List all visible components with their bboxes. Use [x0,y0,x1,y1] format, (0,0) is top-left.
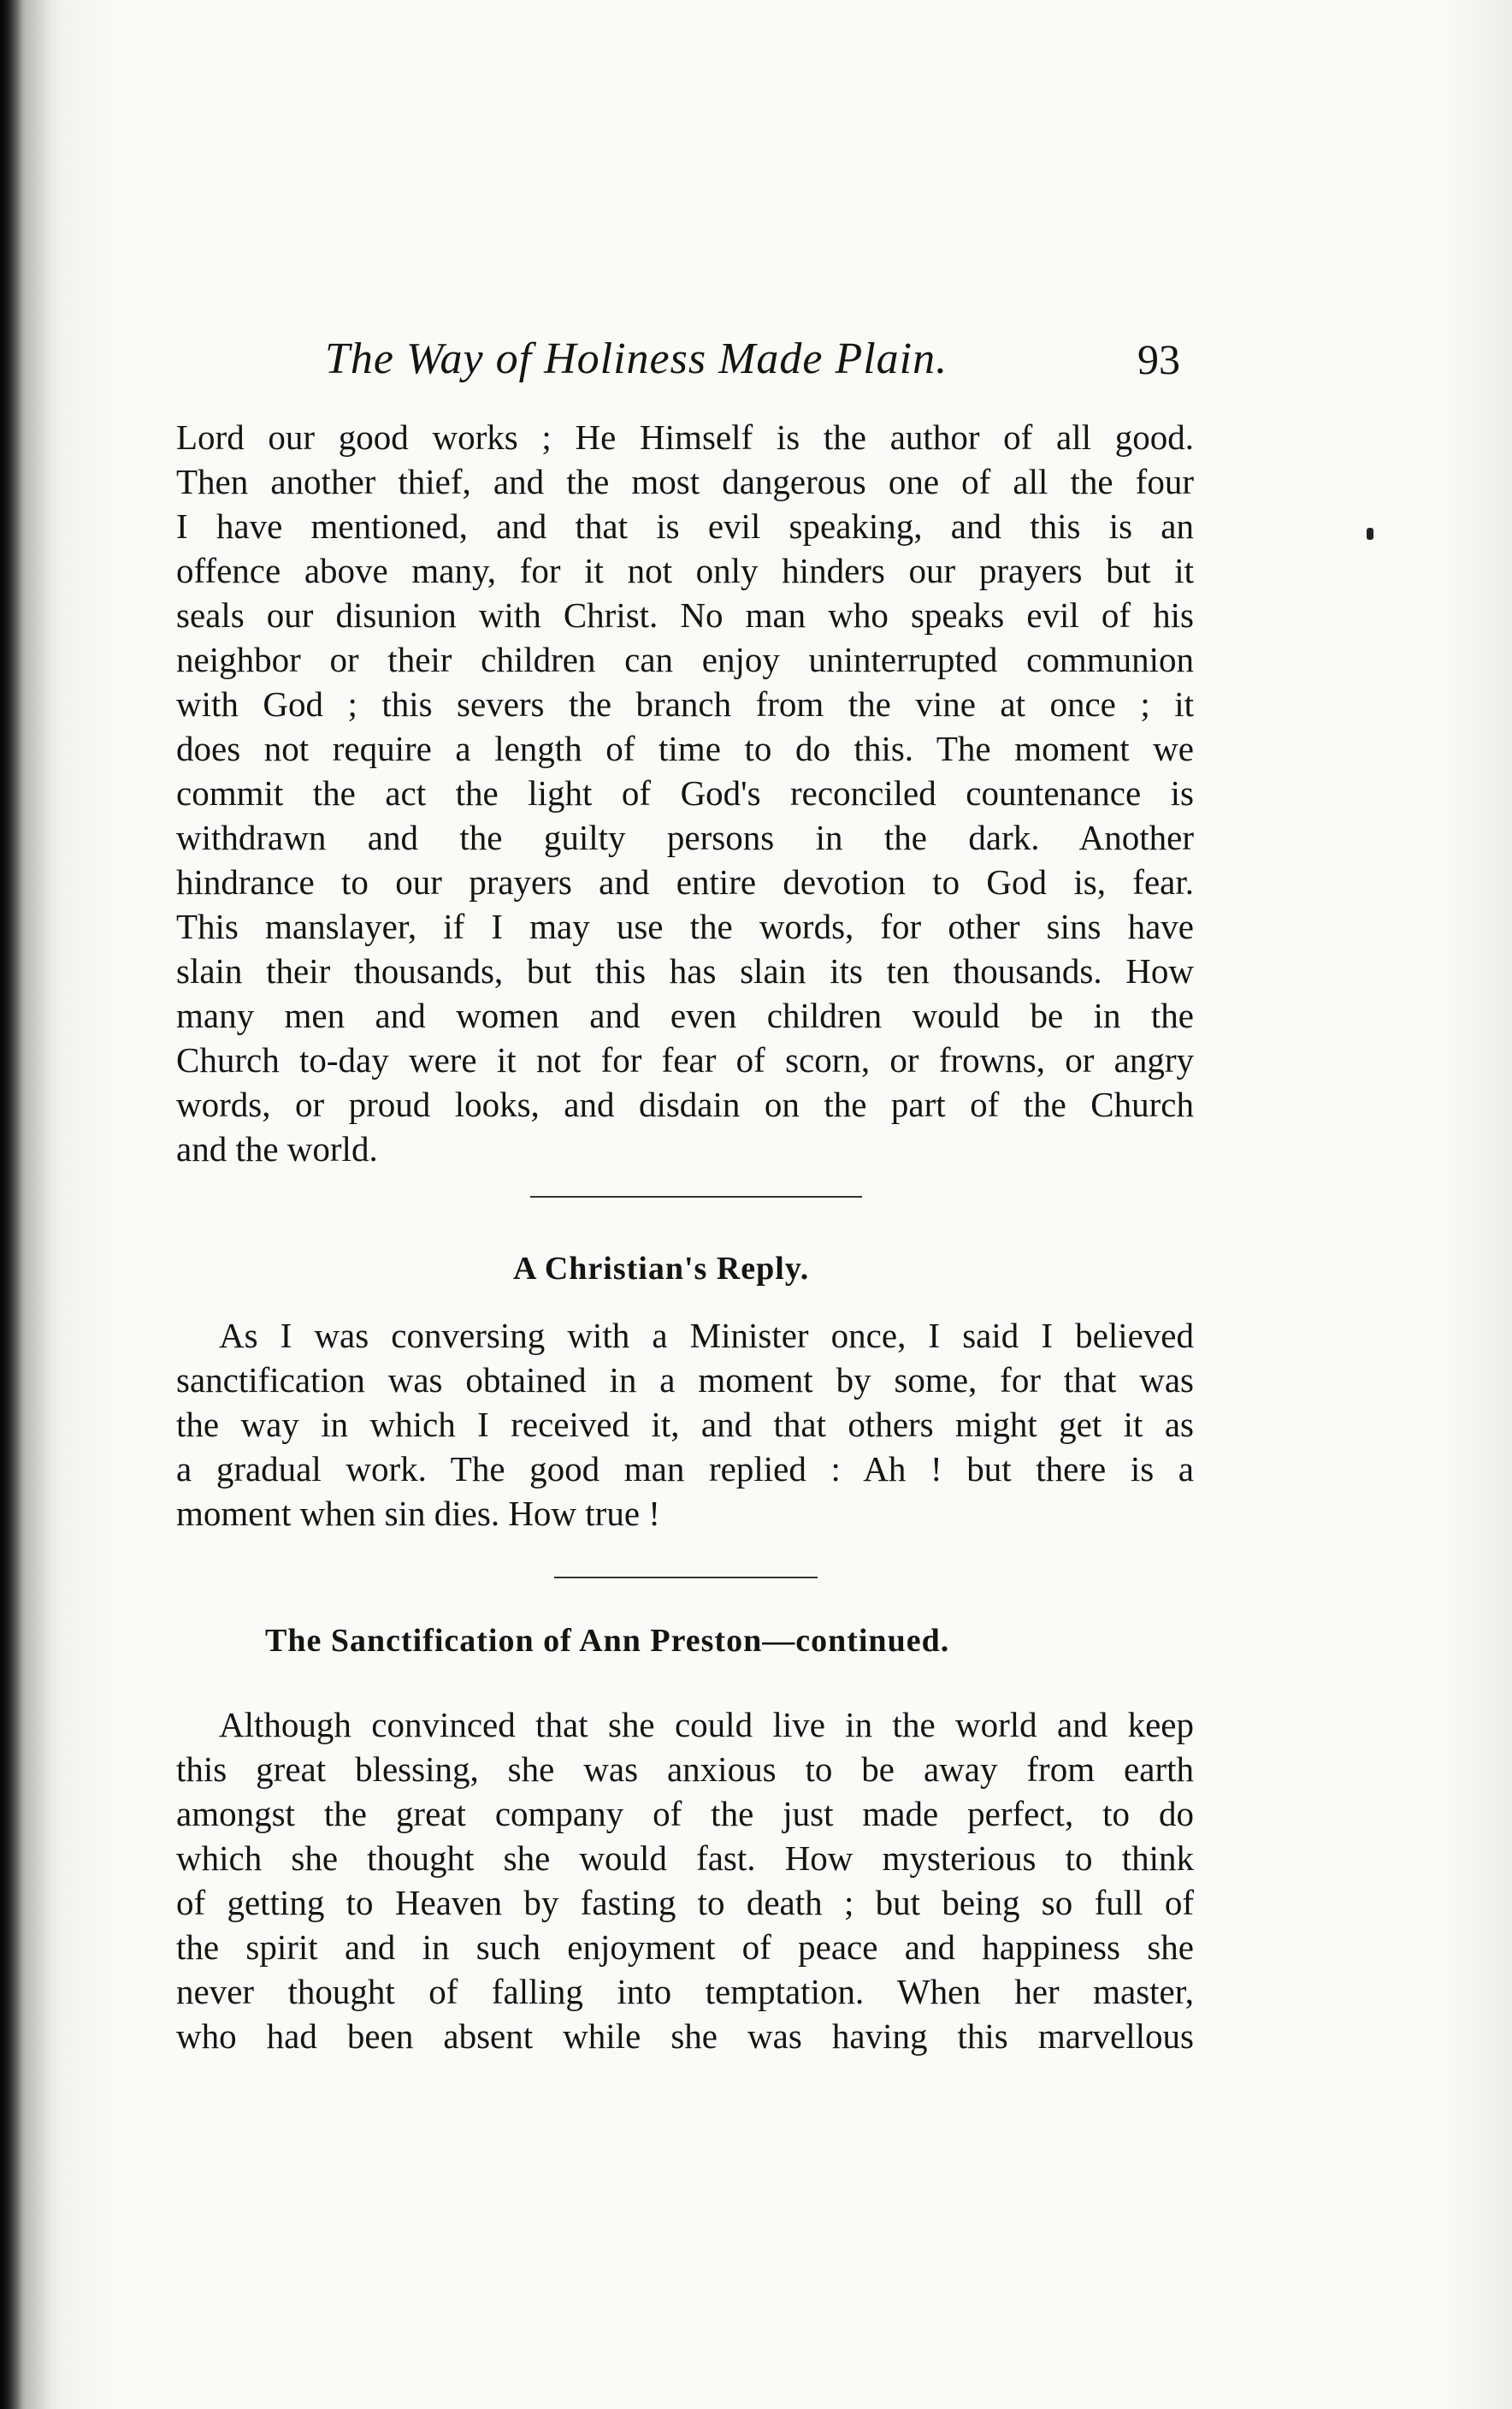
text-line: who had been absent while she was having this marvellous [176,2016,1194,2056]
paragraph-continued [176,415,1194,1171]
text-line: words, or proud looks, and disdain on the part of the Church [176,1085,1194,1124]
section-heading: A Christian's Reply. [513,1251,810,1287]
text-line: the spirit and in such enjoyment of peace and happiness she [176,1927,1194,1967]
section-divider [554,1577,818,1578]
text-line: neighbor or their children can enjoy uninterrupted communion [176,640,1194,679]
page-number: 93 [1137,335,1180,383]
text-line: never thought of falling into temptation. When her master, [176,1972,1194,2011]
text-line: a gradual work. The good man replied : Ah ! but there is a [176,1449,1194,1489]
running-title: The Way of Holiness Made Plain. [325,334,948,383]
text-line: withdrawn and the guilty persons in the dark. Another [176,818,1194,857]
paragraph-ann-preston [176,1702,1194,2058]
text-line: many men and women and even children would be in the [176,996,1194,1035]
text-line: this great blessing, she was anxious to be away from earth [176,1749,1194,1789]
paragraph-christians-reply [176,1313,1194,1536]
text-line: commit the act the light of God's reconciled countenance is [176,773,1194,813]
text-line: amongst the great company of the just made perfect, to do [176,1794,1194,1833]
text-line: Lord our good works ; He Himself is the author of all good. [176,417,1194,457]
section-divider [530,1196,862,1198]
running-header [171,329,1197,389]
print-speck [1367,528,1373,540]
section-heading: The Sanctification of Ann Preston—continued. [265,1623,950,1659]
text-line: moment when sin dies. How true ! [176,1494,660,1533]
text-line: Church to-day were it not for fear of scorn, or frowns, or angry [176,1040,1194,1080]
text-line: As I was conversing with a Minister once, I said I believed [219,1316,1194,1355]
text-line: Although convinced that she could live in the world and keep [219,1705,1194,1744]
text-line: with God ; this severs the branch from the vine at once ; it [176,684,1194,724]
text-line: sanctification was obtained in a moment by some, for that was [176,1360,1194,1400]
text-line: seals our disunion with Christ. No man who speaks evil of his [176,595,1194,635]
text-line: which she thought she would fast. How mysterious to think [176,1838,1194,1878]
text-line: Then another thief, and the most dangerous one of all the four [176,462,1194,501]
text-line: does not require a length of time to do this. The moment we [176,729,1194,768]
text-line: I have mentioned, and that is evil speaking, and this is an [176,506,1194,546]
text-line: the way in which I received it, and that others might get it as [176,1405,1194,1444]
text-line: hindrance to our prayers and entire devotion to God is, fear. [176,862,1194,902]
text-line: This manslayer, if I may use the words, for other sins have [176,907,1194,946]
text-line: slain their thousands, but this has slain its ten thousands. How [176,951,1194,991]
text-line: of getting to Heaven by fasting to death ; but being so full of [176,1883,1194,1922]
text-line: offence above many, for it not only hinders our prayers but it [176,551,1194,590]
text-line: and the world. [176,1129,378,1169]
binding-shadow [0,0,60,2409]
